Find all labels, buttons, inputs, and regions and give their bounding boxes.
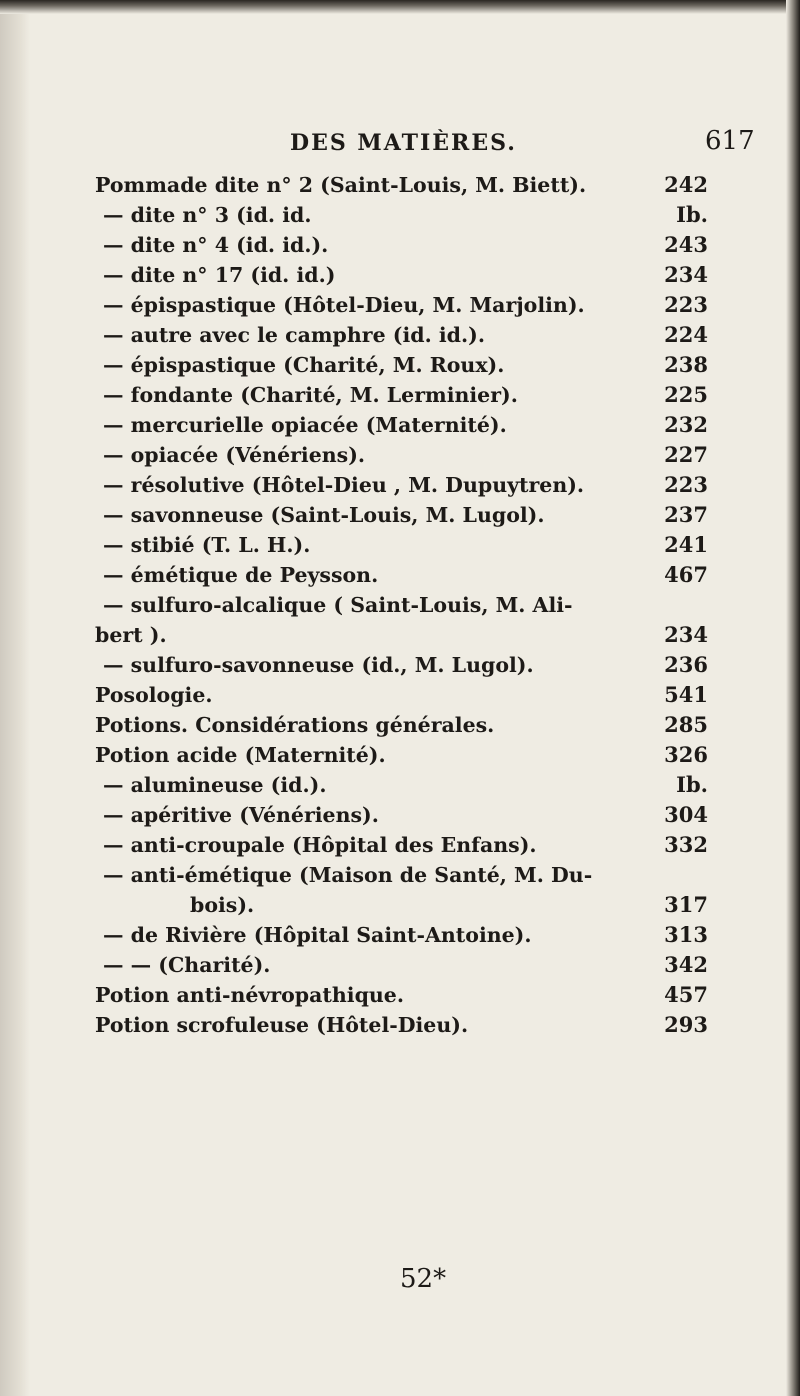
entry-page-ref: 457 [664,982,708,1007]
index-entry [0,470,800,500]
index-entry [0,560,800,590]
entry-text: — autre avec le camphre (id. id.). [103,323,485,347]
entry-page-ref: 467 [664,562,708,587]
index-entry [0,680,800,710]
entry-text: bert ). [95,623,167,647]
index-list [0,170,800,1040]
index-entry [0,410,800,440]
entry-text: — dite n° 4 (id. id.). [103,233,329,257]
entry-text: — sulfuro-savonneuse (id., M. Lugol). [103,653,534,677]
index-entry [0,200,800,230]
entry-page-ref: 232 [664,412,708,437]
signature-mark: 52* [400,1264,447,1294]
index-entry [0,500,800,530]
entry-page-ref: 332 [664,832,708,857]
index-entry [0,830,800,860]
entry-text: — mercurielle opiacée (Maternité). [103,413,507,437]
entry-text: — apéritive (Vénériens). [103,803,379,827]
index-entry [0,590,800,620]
index-entry [0,260,800,290]
entry-text: — dite n° 3 (id. id. [103,203,312,227]
index-entry [0,230,800,260]
entry-text: bois). [190,893,255,917]
entry-page-ref: 317 [664,892,708,917]
index-entry [0,770,800,800]
index-entry [0,320,800,350]
entry-page-ref: 304 [664,802,708,827]
entry-text: Posologie. [95,683,213,707]
entry-page-ref: Ib. [676,772,708,797]
index-entry [0,740,800,770]
entry-page-ref: 285 [664,712,708,737]
entry-text: — fondante (Charité, M. Lerminier). [103,383,518,407]
entry-text: — émétique de Peysson. [103,563,379,587]
entry-page-ref: 224 [664,322,708,347]
entry-text: — anti-croupale (Hôpital des Enfans). [103,833,537,857]
entry-text: — — (Charité). [103,953,271,977]
entry-page-ref: 225 [664,382,708,407]
index-entry [0,170,800,200]
entry-page-ref: 242 [664,172,708,197]
entry-text: — épispastique (Hôtel-Dieu, M. Marjolin). [103,293,585,317]
index-entry [0,860,800,890]
entry-text: — stibié (T. L. H.). [103,533,311,557]
entry-page-ref: 237 [664,502,708,527]
index-entry [0,890,800,920]
entry-page-ref: 241 [664,532,708,557]
index-entry [0,920,800,950]
index-entry [0,380,800,410]
index-entry [0,440,800,470]
index-entry [0,950,800,980]
index-entry [0,290,800,320]
entry-page-ref: 541 [664,682,708,707]
entry-page-ref: 313 [664,922,708,947]
index-entry [0,1010,800,1040]
index-entry [0,650,800,680]
index-entry [0,530,800,560]
header-page-number: 617 [705,126,755,156]
index-entry [0,800,800,830]
index-entry [0,620,800,650]
entry-text: Potions. Considérations générales. [95,713,495,737]
entry-page-ref: 243 [664,232,708,257]
entry-text: — alumineuse (id.). [103,773,327,797]
entry-text: — épispastique (Charité, M. Roux). [103,353,505,377]
entry-text: — résolutive (Hôtel-Dieu , M. Dupuytren). [103,473,585,497]
entry-text: — anti-émétique (Maison de Santé, M. Du- [103,863,593,887]
entry-text: — savonneuse (Saint-Louis, M. Lugol). [103,503,545,527]
entry-page-ref: 234 [664,622,708,647]
entry-page-ref: 293 [664,1012,708,1037]
entry-text: Potion scrofuleuse (Hôtel-Dieu). [95,1013,469,1037]
entry-page-ref: 238 [664,352,708,377]
entry-text: — sulfuro-alcalique ( Saint-Louis, M. Ali- [103,593,573,617]
entry-page-ref: 223 [664,472,708,497]
entry-page-ref: 234 [664,262,708,287]
entry-page-ref: 326 [664,742,708,767]
entry-text: Potion anti-névropathique. [95,983,404,1007]
running-header [0,126,800,170]
index-entry [0,350,800,380]
header-title: DES MATIÈRES. [290,130,517,156]
entry-text: Potion acide (Maternité). [95,743,386,767]
entry-text: — de Rivière (Hôpital Saint-Antoine). [103,923,532,947]
entry-page-ref: 227 [664,442,708,467]
entry-page-ref: 236 [664,652,708,677]
index-entry [0,710,800,740]
entry-text: — dite n° 17 (id. id.) [103,263,336,287]
entry-page-ref: Ib. [676,202,708,227]
page-top-edge [0,0,800,14]
index-entry [0,980,800,1010]
entry-page-ref: 342 [664,952,708,977]
entry-text: — opiacée (Vénériens). [103,443,366,467]
entry-page-ref: 223 [664,292,708,317]
entry-text: Pommade dite n° 2 (Saint-Louis, M. Biett). [95,173,587,197]
